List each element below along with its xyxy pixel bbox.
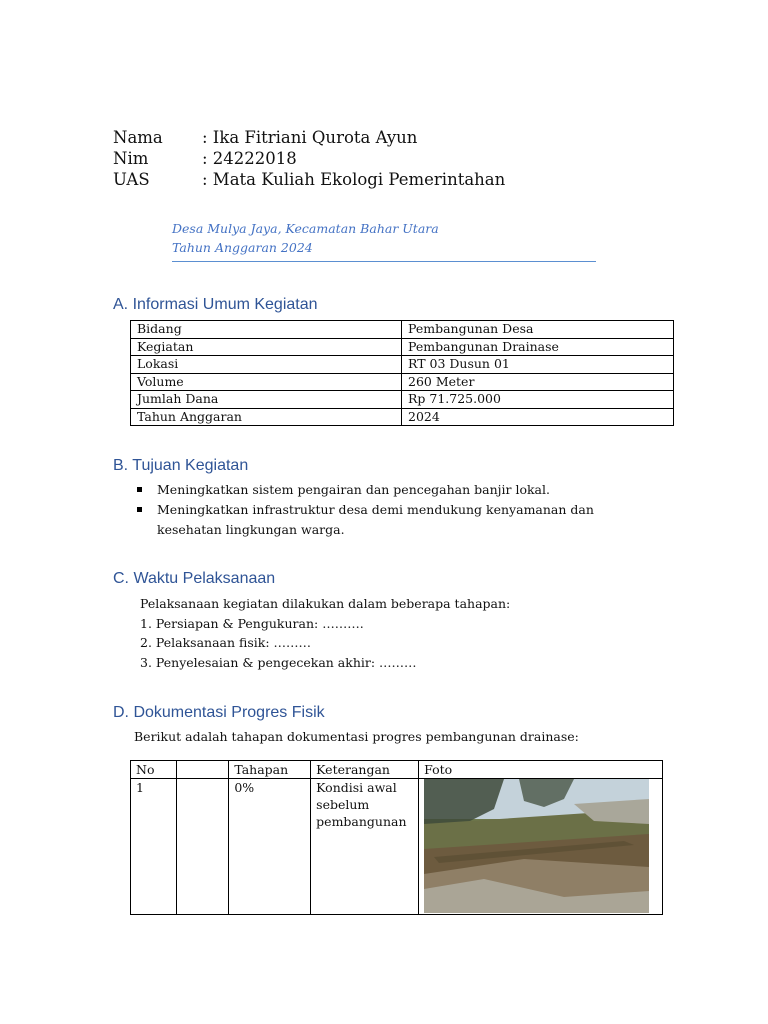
info-value: Rp 71.725.000 [402,391,674,409]
column-header-keterangan: Keterangan [311,761,419,779]
schedule-step: 3. Penyelesaian & pengecekan akhir: ……… [140,654,417,670]
schedule-step: 1. Persiapan & Pengukuran: ………. [140,615,364,631]
identity-row-uas [113,169,613,190]
row-stage: 0% [229,779,311,915]
info-value: 2024 [402,408,674,426]
info-table [130,320,674,426]
identity-label: Nama [113,128,163,147]
row-blank-cell [176,779,229,915]
schedule-block [140,594,640,672]
list-item [133,480,643,500]
document-subtitle [172,219,602,257]
subtitle-location: Desa Mulya Jaya, Kecamatan Bahar Utara [172,221,439,236]
list-item [133,500,643,540]
schedule-intro: Pelaksanaan kegiatan dilakukan dalam beberapa tahapan: [140,596,511,611]
column-header-blank [176,761,229,779]
info-value: 260 Meter [402,373,674,391]
identity-value: : Ika Fitriani Qurota Ayun [202,128,418,147]
schedule-step: 2. Pelaksanaan fisik: ……… [140,635,312,650]
section-c-heading: C. Waktu Pelaksanaan [113,570,276,587]
info-value: RT 03 Dusun 01 [402,356,674,374]
row-description: Kondisi awal sebelum pembangunan [311,779,419,915]
identity-value: : Mata Kuliah Ekologi Pemerintahan [202,170,506,189]
identity-row-nim [113,148,613,169]
table-row [131,373,674,391]
row-number: 1 [131,779,177,915]
info-value: Pembangunan Drainase [402,338,674,356]
site-photo [424,779,649,913]
table-row [131,391,674,409]
subtitle-budget-year: Tahun Anggaran 2024 [172,240,313,255]
table-row [131,356,674,374]
documentation-intro: Berikut adalah tahapan dokumentasi progres pembangunan drainase: [134,729,579,744]
table-header-row [131,761,663,779]
subtitle-divider [172,261,596,262]
documentation-table [130,760,663,915]
identity-value: : 24222018 [202,149,297,168]
identity-row-nama [113,127,613,148]
info-key: Lokasi [131,356,402,374]
info-key: Bidang [131,321,402,339]
objective-text: Meningkatkan sistem pengairan dan pencegahan banjir lokal. [157,482,550,497]
site-photo-image [424,779,649,913]
column-header-no: No [131,761,177,779]
info-value: Pembangunan Desa [402,321,674,339]
identity-block [113,127,613,190]
column-header-foto: Foto [419,761,663,779]
info-key: Tahun Anggaran [131,408,402,426]
info-key: Jumlah Dana [131,391,402,409]
table-row [131,408,674,426]
table-row [131,321,674,339]
section-d-heading: D. Dokumentasi Progres Fisik [113,704,325,721]
column-header-tahapan: Tahapan [229,761,311,779]
objective-text: Meningkatkan infrastruktur desa demi mendukung kenyamanan dan kesehatan lingkungan warga. [157,502,594,537]
table-row [131,779,663,915]
objective-list [133,480,643,540]
bullet-square-icon [137,507,142,512]
bullet-square-icon [137,487,142,492]
info-key: Volume [131,373,402,391]
info-key: Kegiatan [131,338,402,356]
identity-label: Nim [113,149,149,168]
table-row [131,338,674,356]
section-b-heading: B. Tujuan Kegiatan [113,457,249,474]
identity-label: UAS [113,170,150,189]
section-a-heading: A. Informasi Umum Kegiatan [113,296,318,313]
row-photo-cell [419,779,663,915]
